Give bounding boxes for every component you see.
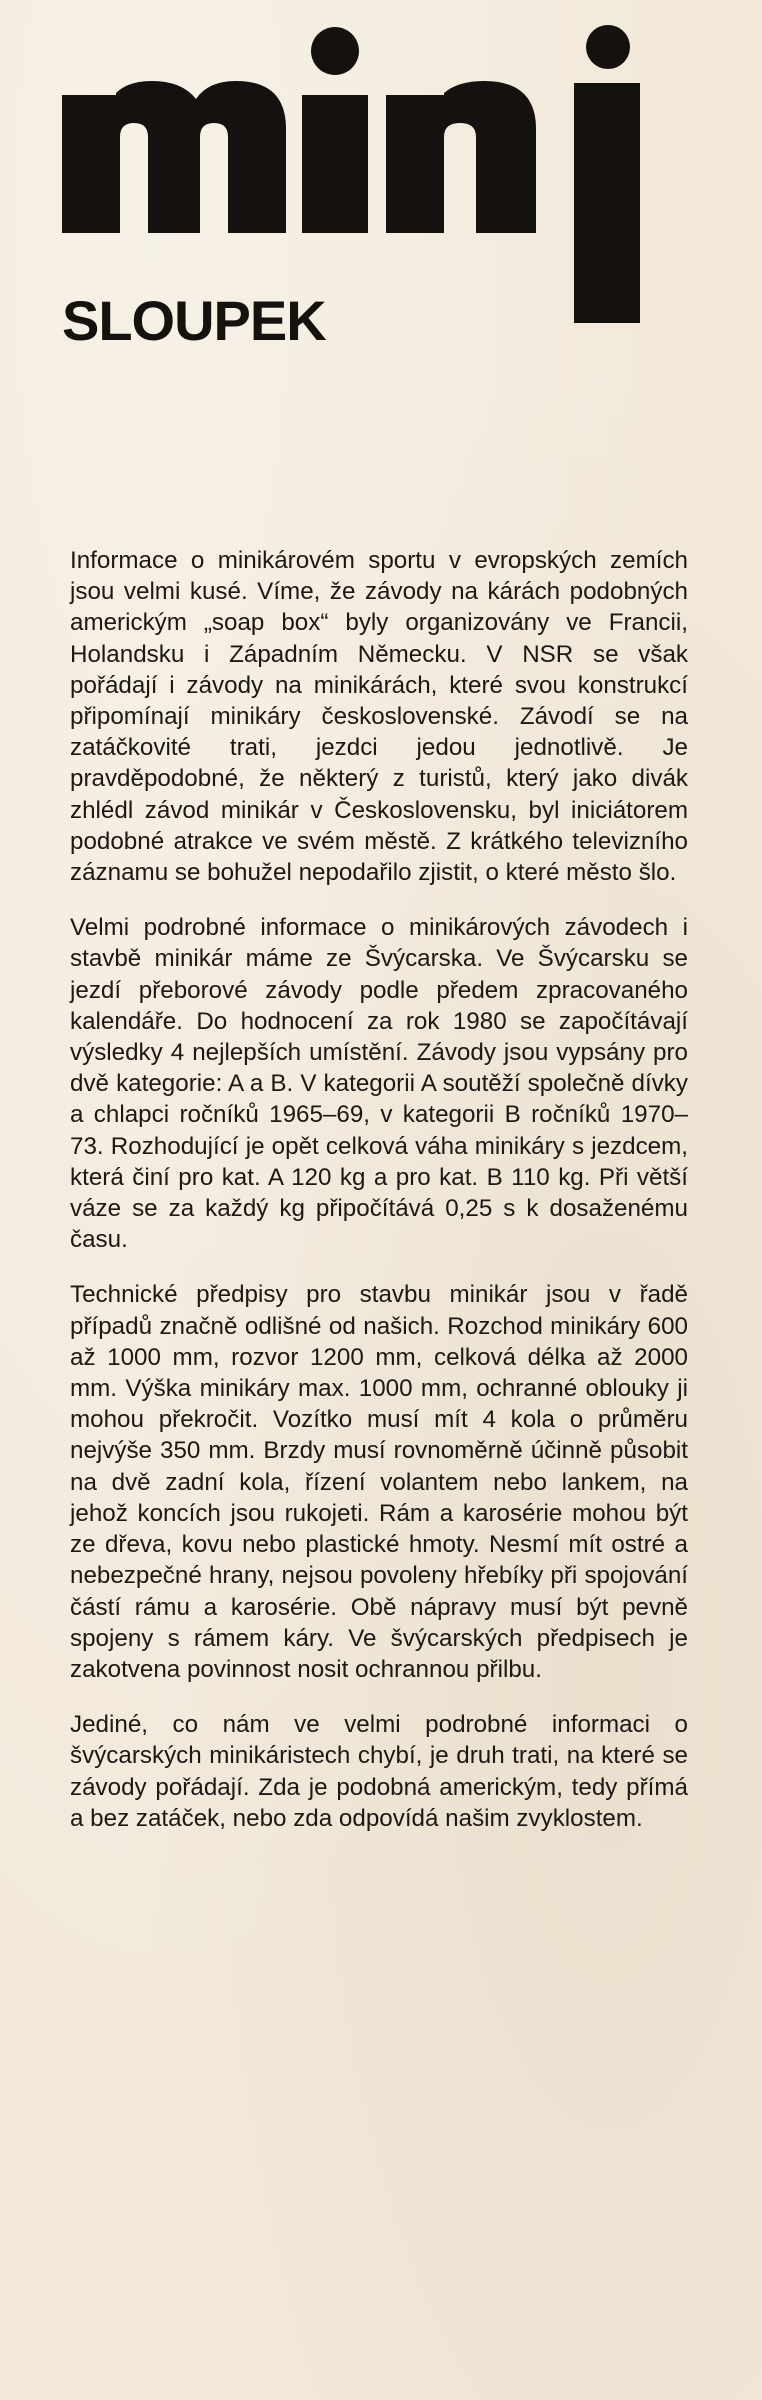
column-subtitle: SLOUPEK: [62, 289, 326, 352]
paragraph-intro: Informace o minikárovém sportu v evropských zemích jsou velmi kusé. Víme, že závody na kárách podobných americkým „soap box“ byly organizovány ve Francii, Holandsku i Západním Německu. V NSR se však pořádají i závody na minikárách, které svou konstrukcí připomínají minikáry československé. Závodí se na zatáčkovité trati, jezdci jedou jednotlivě. Je pravděpodobné, že některý z turistů, který jako divák zhlédl závod minikár v Československu, byl iniciátorem podobné atrakce ve svém městě. Z krátkého televizního záznamu se bohužel nepodařilo zjistit, o které město šlo.: [70, 547, 688, 887]
paragraph-technical-rules: Technické předpisy pro stavbu minikár jsou v řadě případů značně odlišné od našich. Rozchod minikáry 600 až 1000 mm, rozvor 1200 mm, celková délka až 2000 mm. Výška minikáry max. 1000 mm, ochranné oblouky ji mohou překročit. Vozítko musí mít 4 kola o průměru nejvýše 350 mm. Brzdy musí rovnoměrně účinně působit na dvě zadní kola, řízení volantem nebo lankem, na jehož koncích jsou rukojeti. Rám a karosérie mohou být ze dřeva, kovu nebo plastické hmoty. Nesmí mít ostré a nebezpečné hrany, nejsou povoleny hřebíky při spojování částí rámu a karosérie. Obě nápravy musí být pevně spojeny s rámem káry. Ve švýcarských předpisech je zakotvena povinnost nosit ochrannou přilbu.: [70, 1281, 688, 1683]
column-masthead: [60, 25, 680, 355]
article-body: [70, 545, 688, 1834]
paragraph-conclusion: Jediné, co nám ve velmi podrobné informaci o švýcarských minikáristech chybí, je druh trati, na které se závody pořádají. Zda je podobná americkým, tedy přímá a bez zatáček, nebo zda odpovídá našim zvyklostem.: [70, 1711, 688, 1832]
paragraph-switzerland: Velmi podrobné informace o minikárových závodech i stavbě minikár máme ze Švýcarska. Ve Švýcarsku se jezdí přeborové závody podle předem zpracovaného kalendáře. Do hodnocení za rok 1980 se započítávají výsledky 4 nejlepších umístění. Závody jsou vypsány pro dvě kategorie: A a B. V kategorii A soutěží společně dívky a chlapci ročníků 1965–69, v kategorii B ročníků 1970–73. Rozhodující je opět celková váha minikáry s jezdcem, která činí pro kat. A 120 kg a pro kat. B 110 kg. Při větší váze se za každý kg připočítává 0,25 s k dosaženému času.: [70, 914, 688, 1254]
